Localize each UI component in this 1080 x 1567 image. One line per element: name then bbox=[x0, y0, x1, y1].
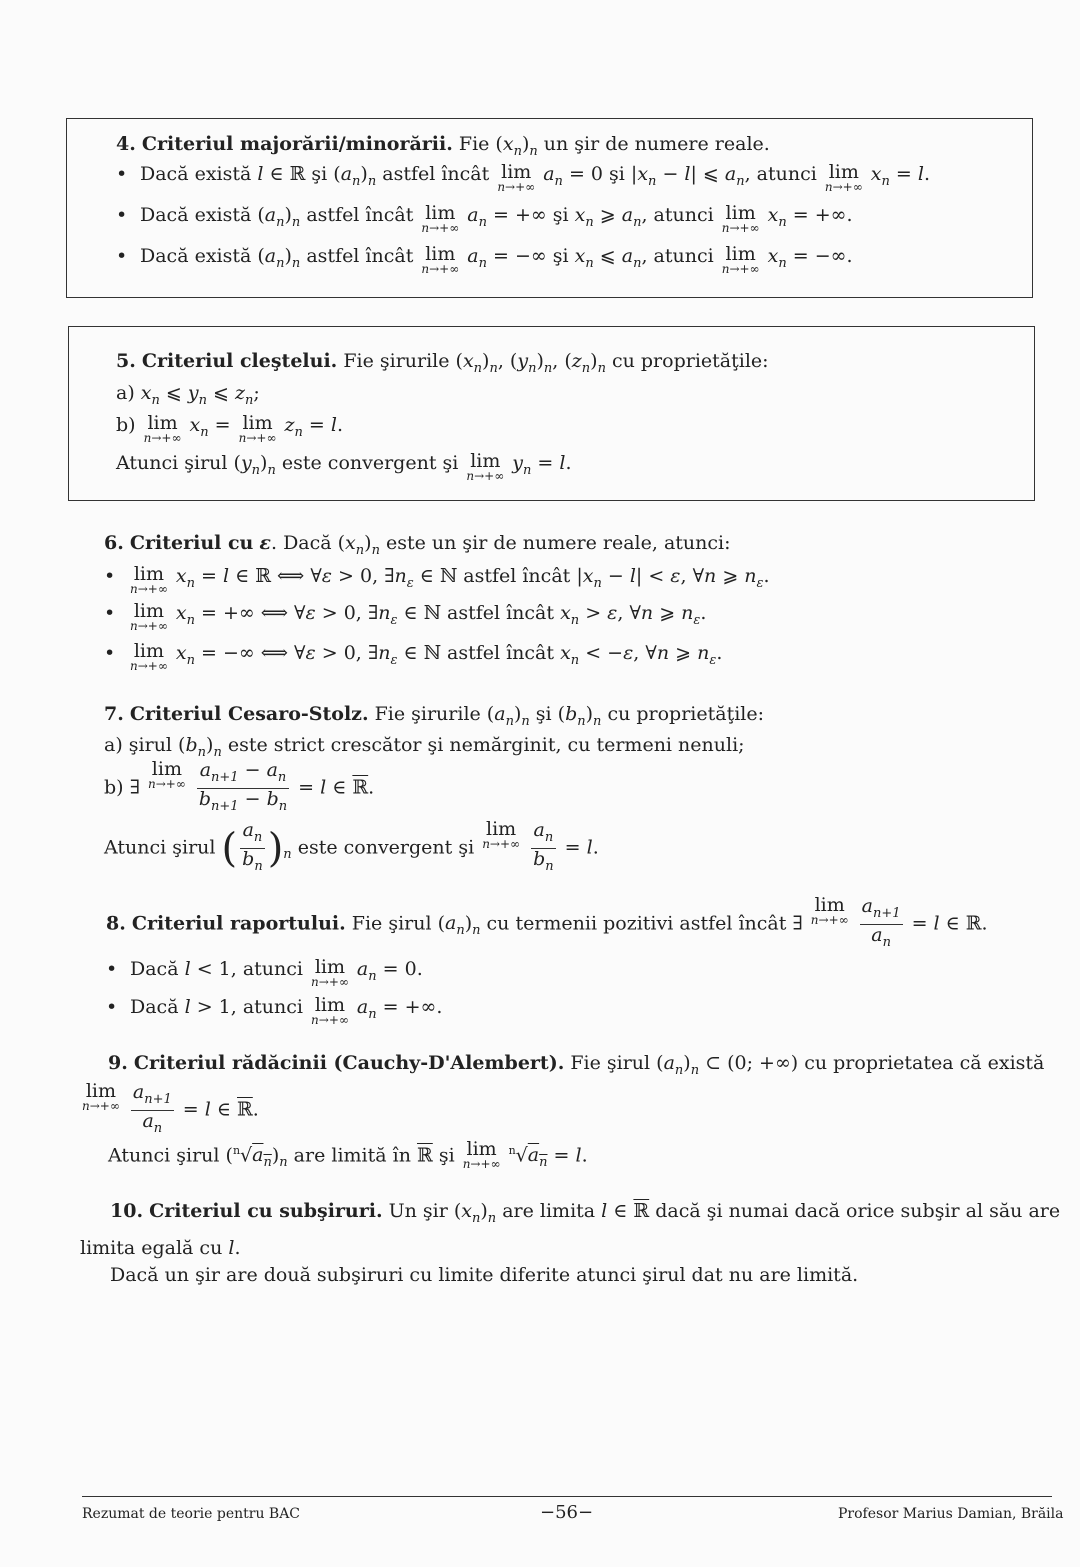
section-9-limit: lim n→+∞ $\frac{a_{n+1}}{a_n}$ = l ∈ ℝ. bbox=[82, 1080, 259, 1136]
section-10-text2: Dacă un şir are două subşiruri cu limite diferite atunci şirul dat nu are limită. bbox=[110, 1264, 859, 1286]
section-8-heading: 8. Criteriul raportului. Fie şirul $(a_n)_n$ cu termenii pozitivi astfel încât ∃ lim n→+∞ $\frac{a_{n+1}}{a_n}$ = l ∈ ℝ. bbox=[106, 894, 988, 950]
section-4-bullet-3: • Dacă există $(a_n)_n$ astfel încât lim n→+∞ $a_n$ = −∞ şi $x_n$ ⩽ $a_n$, atunci lim n→+∞ $x_n$ = −∞. bbox=[116, 243, 853, 276]
section-5-b: b) lim n→+∞ $x_n = \lim$ n→+∞ $z_n = l$. bbox=[116, 412, 344, 445]
section-4-bullet-2: • Dacă există $(a_n)_n$ astfel încât lim n→+∞ $a_n$ = +∞ şi $x_n$ ⩾ $a_n$, atunci lim n→+∞ $x_n$ = +∞. bbox=[116, 202, 853, 235]
section-7-b: b) ∃ lim n→+∞ $\frac{a_{n+1} - a_n}{b_{n+1} - b_n}$ = l ∈ ℝ. bbox=[104, 758, 375, 814]
section-10-cont: limita egală cu l. bbox=[80, 1237, 241, 1259]
section-7-conclusion: Atunci şirul ( $\frac{a_n}{b_n}$ )$_n$ este convergent şi lim n→+∞ $\frac{a_n}{b_n}$ = l. bbox=[104, 818, 599, 874]
section-6-bullet-1: • lim n→+∞ $x_n = l$ ∈ ℝ ⟺ ∀ε > 0, $\exists n_\varepsilon$ ∈ ℕ astfel încât $|x_n - l| < \varepsilon$, ∀n ⩾ $n_\varepsilon$. bbox=[104, 563, 770, 596]
section-7-a: a) şirul $(b_n)_n$ este strict crescător şi nemărginit, cu termeni nenuli; bbox=[104, 734, 745, 760]
section-6-bullet-2: • lim n→+∞ $x_n$ = +∞ ⟺ ∀ε > 0, $\exists n_\varepsilon$ ∈ ℕ astfel încât $x_n > \varepsilon$, ∀n ⩾ $n_\varepsilon$. bbox=[104, 600, 707, 633]
footer-right: Profesor Marius Damian, Brăila bbox=[838, 1506, 1064, 1522]
section-5-heading: 5. Criteriul cleştelui. Fie şirurile $(x_n)_n$, $(y_n)_n$, $(z_n)_n$ cu proprietăţile: bbox=[116, 350, 769, 376]
section-8-bullet-2: • Dacă l > 1, atunci lim n→+∞ $a_n$ = +∞. bbox=[106, 994, 443, 1027]
section-4-bullet-1: • Dacă există l ∈ ℝ şi $(a_n)_n$ astfel încât lim n→+∞ $a_n = 0$ şi $|x_n - l|$ ⩽ $a_n$, atunci lim n→+∞ $x_n = l$. bbox=[116, 161, 930, 194]
section-6-heading: 6. Criteriul cu ε. Dacă $(x_n)_n$ este un şir de numere reale, atunci: bbox=[104, 532, 731, 558]
section-10-heading: 10. Criteriul cu subşiruri. Un şir $(x_n)_n$ are limita l ∈ ℝ dacă şi numai dacă orice subşir al său are bbox=[110, 1200, 1061, 1226]
section-5-a: a) $x_n$ ⩽ $y_n$ ⩽ $z_n$; bbox=[116, 382, 260, 408]
footer-page-number: −56− bbox=[540, 1502, 594, 1523]
section-8-bullet-1: • Dacă l < 1, atunci lim n→+∞ $a_n = 0$. bbox=[106, 956, 423, 989]
footer-left: Rezumat de teorie pentru BAC bbox=[82, 1506, 301, 1522]
section-9-heading: 9. Criteriul rădăcinii (Cauchy-D'Alembert). Fie şirul $(a_n)_n$ ⊂ (0; +∞) cu proprietatea că există bbox=[108, 1052, 1045, 1078]
section-7-heading: 7. Criteriul Cesaro-Stolz. Fie şirurile $(a_n)_n$ şi $(b_n)_n$ cu proprietăţile: bbox=[104, 703, 765, 729]
footer-rule bbox=[82, 1496, 1052, 1497]
section-5-conclusion: Atunci şirul $(y_n)_n$ este convergent şi lim n→+∞ $y_n = l$. bbox=[116, 450, 572, 483]
section-4-heading: 4. Criteriul majorării/minorării. Fie $(x_n)_n$ un şir de numere reale. bbox=[116, 133, 770, 159]
section-9-conclusion: Atunci şirul $(^n√a_n)_n$ are limită în ℝ şi lim n→+∞ $^n√a_n = l$. bbox=[108, 1138, 588, 1171]
section-6-bullet-3: • lim n→+∞ $x_n$ = −∞ ⟺ ∀ε > 0, $\exists n_\varepsilon$ ∈ ℕ astfel încât $x_n < -\varepsilon$, ∀n ⩾ $n_\varepsilon$. bbox=[104, 640, 723, 673]
